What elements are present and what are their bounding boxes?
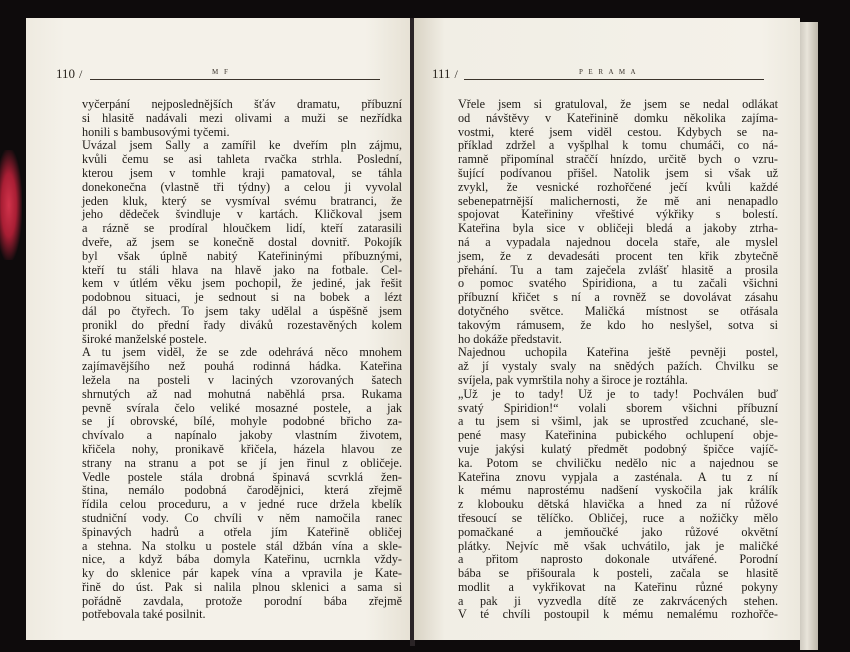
text-line: vostmi, které jsem viděl cestou. Kdybych se na-	[458, 124, 778, 139]
text-line: křičela nohy, pronikavě křičela, házela hlavou ze	[82, 441, 402, 456]
text-line: se jí obrovské, bílé, mohyle podobné břicho za-	[82, 414, 402, 429]
text-line: vyčerpání nejposlednějších šťáv dramatu, příbuzní	[82, 97, 402, 111]
text-line: pené masy Kateřinina pubického ochlupení obje-	[458, 428, 778, 443]
page-number: 111 /	[432, 66, 458, 81]
text-line: třesoucí se tělíčko. Obličej, ruce a nožičky mělo	[458, 510, 778, 525]
text-line: jeden kluk, který se vysmíval svému bratranci, že	[82, 193, 402, 208]
text-line: zajímavějšího než pouhá rodinná hádka. Kateřina	[82, 359, 402, 374]
text-line: V té chvíli postoupil k mému nemalému rozhořče-	[458, 607, 778, 622]
text-line: shrnutých až nad mohutná naběhlá prsa. Rukama	[82, 386, 402, 401]
running-head: P E R A M A	[579, 68, 638, 76]
text-line: a pak ji vyzvedla dítě ze zakrvácených stehen.	[458, 593, 778, 608]
text-line: dotyčného světce. Maličká místnost se otřásala	[458, 303, 778, 318]
right-page	[414, 18, 800, 640]
text-line: a rázně se prodíral hloučkem lidí, kteří zatarasili	[82, 221, 402, 236]
text-line: Najednou uchopila Kateřina ještě pevněji postel,	[458, 345, 778, 360]
text-line: a tu jsem si všiml, jak se uprostřed zcuchané, sle-	[458, 414, 778, 429]
page-number: 110 /	[56, 66, 83, 81]
text-line: pořádně zavdala, protože porodní bába zřejmě	[82, 593, 402, 608]
text-line: bába se přišourala k posteli, začala se hlasitě	[458, 566, 778, 581]
text-line: potřebovala také posilnit.	[82, 607, 206, 622]
text-line: jeho dědeček švindluje v kartách. Kličkoval jsem	[82, 207, 402, 222]
text-line: z klobouku dětská hlavička a hned za ní růžové	[458, 497, 778, 512]
text-line: si hlasitě nadávali mezi olivami a muži se nezřídka	[82, 110, 402, 125]
text-line: strany na stranu a pot se jí jen řinul z obličeje.	[82, 455, 402, 470]
text-line: Kateřina byla sice v obličeji bledá a jakoby ztrha-	[458, 221, 778, 236]
text-line: dál po čtyřech. To jsem taky udělal a úspěšně jsem	[82, 303, 402, 318]
text-line: nice, a když bába domyla Kateřinu, ucrnkla vždy-	[82, 552, 402, 567]
text-line: šující podívanou přišel. Natolik jsem si však už	[458, 165, 778, 180]
text-line: byl však úplně nabitý Kateřininými příbuznými,	[82, 248, 402, 263]
text-line: a stehna. Na stolku u postele stál džbán vína a skle-	[82, 538, 402, 553]
text-line: kteří tu stáli hlava na hlavě jako na fotbale. Cel-	[82, 262, 402, 277]
text-line: Uvázal jsem Sally a zamířil ke dveřím pln zájmu,	[82, 138, 402, 153]
text-line: modlit a vykřikovat na Kateřinu různé pokyny	[458, 579, 778, 594]
text-line: Vřele jsem si gratuloval, že jsem se nedal odlákat	[458, 97, 778, 111]
text-line: příbuzní křičet s ní a rovněž se dovolávat zásahu	[458, 290, 778, 305]
text-line: přehání. Tu a tam zaječela zvlášť hlasitě a prosila	[458, 262, 778, 277]
page-edge-decoration	[0, 150, 22, 260]
text-line: řídila celou proceduru, a v jedné ruce držela kbelík	[82, 497, 402, 512]
text-line: podobnou situaci, je sednout si na bobek a lézt	[82, 290, 402, 305]
text-line: ština, nemálo podobná čarodějnici, která zřejmě	[82, 483, 402, 498]
text-line: o pomoc svatého Spiridiona, a tu začali všichni	[458, 276, 778, 291]
text-line: široké manželské postele.	[82, 331, 207, 346]
left-page-header	[26, 50, 412, 81]
text-line: vuje jakýsi kulatý předmět podobný špičce vajíč-	[458, 441, 778, 456]
text-line: a přitom naprosto dokonale utvářené. Porodní	[458, 552, 778, 567]
body-text	[82, 98, 402, 622]
text-line: příklad zdržel a vyšplhal k tomu chumáči, co ná-	[458, 138, 778, 153]
header-rule	[464, 79, 764, 80]
text-line: dveře, až jsem se konečně dostal dovnitř. Pokojík	[82, 234, 402, 249]
right-page-header	[414, 50, 800, 81]
text-line: ramně připomínal straččí hnízdo, určitě bych o vzru-	[458, 152, 778, 167]
text-line: A tu jsem viděl, že se zde odehrává něco mnohem	[82, 345, 402, 360]
text-line: studniční vody. Co chvíli v něm namočila ranec	[82, 510, 402, 525]
text-line: ná a vypadala najednou docela staře, ale myslel	[458, 234, 778, 249]
text-line: ka. Potom se chviličku nedělo nic a najednou se	[458, 455, 778, 470]
text-line: kterou jsem v tomhle kraji pamatoval, se táhla	[82, 165, 402, 180]
header-rule	[90, 79, 380, 80]
text-line: ky do sklenice pár kapek vína a vpravila je Kate-	[82, 566, 402, 581]
text-line: pevně svírala čelo veliké mosazné postele, a jak	[82, 400, 402, 415]
text-line: kem v útlém věku jsem pochopil, že jediné, jak řešit	[82, 276, 402, 291]
text-line: ležela na posteli v laciných vzorovaných šatech	[82, 372, 402, 387]
text-line: k mému naprostému nadšení vyskočila jak králík	[458, 483, 778, 498]
text-line: až jí vystaly svaly na snědých pažích. Chvilku se	[458, 359, 778, 374]
text-line: pomačkané a jemňoučké jako růžové okvětní	[458, 524, 778, 539]
text-line: pronikl do přední řady diváků rozestavěných kolem	[82, 317, 402, 332]
body-text	[458, 98, 778, 622]
text-line: Vedle postele stála drobná špinavá scvrklá žen-	[82, 469, 402, 484]
text-line: „Už je to tady! Už je to tady! Pochválen buď	[458, 386, 778, 401]
text-line: kvůli čemu se asi tahleta rvačka strhla. Poslední,	[82, 152, 402, 167]
text-line: svatý Spiridion!“ volali sborem všichni příbuzní	[458, 400, 778, 415]
text-line: Kateřina znovu vypjala a zasténala. A tu z ní	[458, 469, 778, 484]
text-line: plátky. Nejvíc mě však uchvátilo, jak je maličké	[458, 538, 778, 553]
text-line: chvívalo a napínalo jakoby vlastním životem,	[82, 428, 402, 443]
text-line: honili s bambusovými tyčemi.	[82, 124, 230, 139]
text-line: donekonečna (vlastně tři týdny) a celou ji vyvolal	[82, 179, 402, 194]
text-line: svíjela, pak vymrštila nohy a široce je roztáhla.	[458, 372, 688, 387]
text-line: jsem, že z devadesáti procent ten křik zbytečně	[458, 248, 778, 263]
text-line: spojovat Kateřininy vřeštivé výkřiky s bolestí.	[458, 207, 778, 222]
text-line: od návštěvy v Kateřinině domku několika zajíma-	[458, 110, 778, 125]
left-page	[26, 18, 412, 640]
text-line: řině do úst. Pak si nalila plnou sklenici a sama si	[82, 579, 402, 594]
text-line: ho dokáže představit.	[458, 331, 562, 346]
text-line: zvykl, že vesnické rozhořčené ječí kvůli každé	[458, 179, 778, 194]
text-line: špinavých hadrů a otřela jím Kateřině obličej	[82, 524, 402, 539]
page-stack-edge	[800, 22, 818, 650]
text-line: takovým rámusem, že kdo ho neslyšel, sotva si	[458, 317, 778, 332]
text-line: sebenepatrnější malichernosti, že mě ani nenapadlo	[458, 193, 778, 208]
running-head: M F	[212, 68, 230, 76]
